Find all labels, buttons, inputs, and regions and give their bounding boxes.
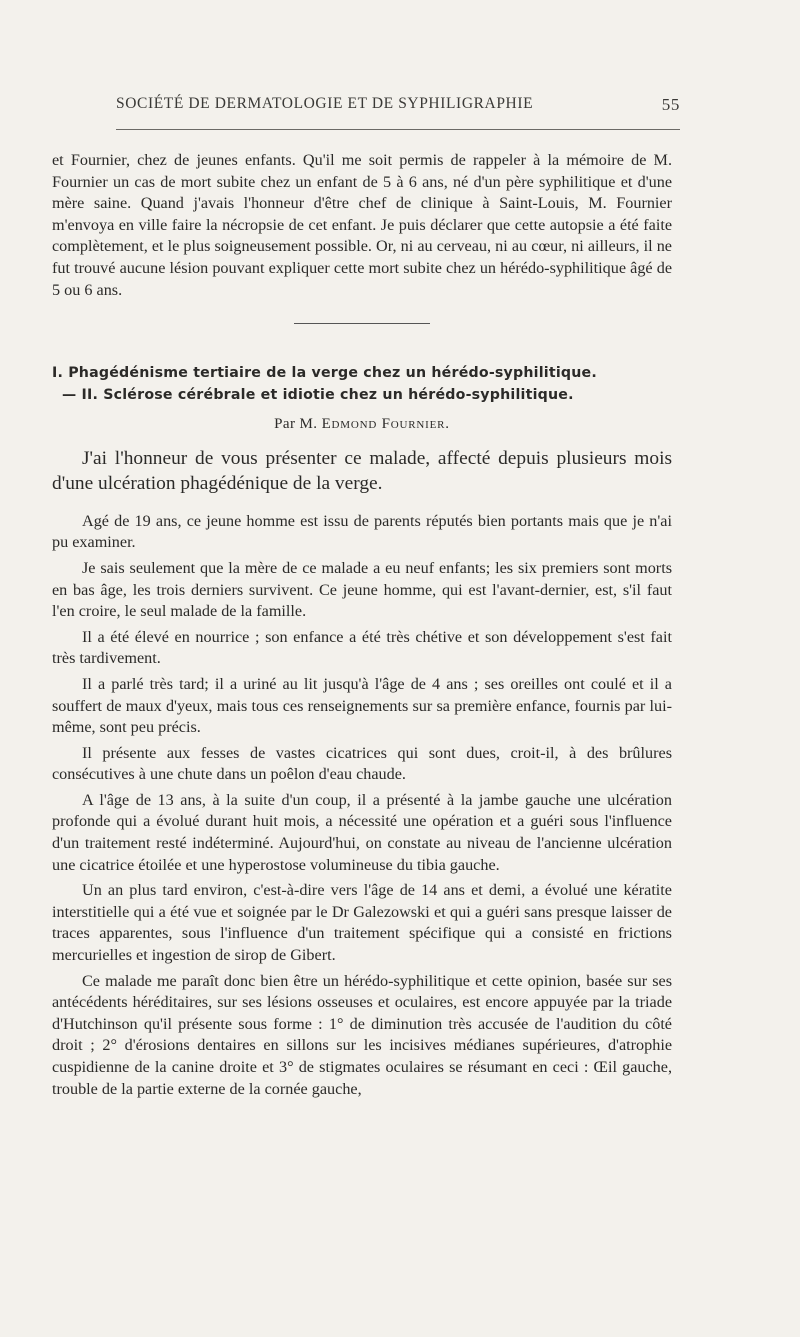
byline: [52, 414, 672, 436]
paragraph: Il présente aux fesses de vastes cicatrices qui sont dues, croit-il, à des brûlures consécutives à une chute dans un poêlon d'eau chaude.: [52, 743, 672, 784]
paragraph: Ce malade me paraît donc bien être un hérédo-syphilitique et cette opinion, basée sur ses antécédents héréditaires, sur ses lésions osseuses et oculaires, est encore appuyée par la triade d'Hutchinson qu'il présente sous forme : 1° de diminution très accusée de l'audition du côté droit ; 2° d'érosions dentaires en sillons sur les incisives médianes supérieures, d'atrophie cuspidienne de la canine droite et 3° de stigmates oculaires se résumant en ceci : Œil gauche, trouble de la partie externe de la cornée gauche,: [52, 971, 672, 1098]
paragraph: Un an plus tard environ, c'est-à-dire vers l'âge de 14 ans et demi, a évolué une kératite interstitielle qui a été vue et soignée par le Dr Galezowski et qui a guéri sans presque laisser de traces apparentes, sous l'influence d'un traitement spécifique qui a consisté en frictions mercurielles et ingestion de sirop de Gibert.: [52, 881, 672, 965]
byline-prefix: Par M.: [274, 416, 318, 433]
article-title: [52, 362, 672, 406]
paragraph: Je sais seulement que la mère de ce malade a eu neuf enfants; les six premiers sont morts en bas âge, les trois derniers survivent. Ce jeune homme, qui est l'avant-dernier, est, s'il faut l'en croire, le seul malade de la famille.: [52, 558, 672, 621]
article-section: [52, 511, 672, 1100]
header-rule: [116, 129, 680, 130]
section-separator: [294, 323, 430, 324]
page-body: [52, 150, 672, 1100]
paragraph: Agé de 19 ans, ce jeune homme est issu de parents réputés bien portants mais que je n'ai pu examiner.: [52, 511, 672, 552]
paragraph: Il a été élevé en nourrice ; son enfance a été très chétive et son développement s'est fait très tardivement.: [52, 627, 672, 668]
paragraph: Il a parlé très tard; il a uriné au lit jusqu'à l'âge de 4 ans ; ses oreilles ont coulé et il a souffert de maux d'yeux, mais tous ces renseignements sur sa première enfance, fournis par lui-même, sont peu précis.: [52, 674, 672, 737]
author-name: Edmond Fournier.: [321, 416, 450, 433]
article-title-line-1: I. Phagédénisme tertiaire de la verge chez un hérédo-syphilitique.: [52, 365, 597, 382]
intro-paragraph: et Fournier, chez de jeunes enfants. Qu'il me soit permis de rappeler à la mémoire de M. Fournier un cas de mort subite chez un enfant de 5 à 6 ans, né d'un père syphilitique et d'une mère saine. Quand j'avais l'honneur d'être chef de clinique à Saint-Louis, M. Fournier m'envoya en ville faire la nécropsie de cet enfant. Je puis déclarer que cette autopsie a été faite complètement, et le plus soigneusement possible. Or, ni au cerveau, ni au cœur, ni ailleurs, il ne fut trouvé aucune lésion pouvant expliquer cette mort subite chez un hérédo-syphilitique âgé de 5 ou 6 ans.: [52, 151, 672, 299]
article-title-line-2: — II. Sclérose cérébrale et idiotie chez un hérédo-syphilitique.: [62, 387, 574, 404]
lead-paragraph: J'ai l'honneur de vous présenter ce malade, affecté depuis plusieurs mois d'une ulcération phagédénique de la verge.: [52, 447, 672, 495]
paragraph: A l'âge de 13 ans, à la suite d'un coup, il a présenté à la jambe gauche une ulcération profonde qui a évolué durant huit mois, a nécessité une opération et a guéri sous l'influence d'un traitement resté indéterminé. Aujourd'hui, on constate au niveau de l'ancienne ulcération une cicatrice étoilée et une hyperostose volumineuse du tibia gauche.: [52, 790, 672, 874]
running-title: SOCIÉTÉ DE DERMATOLOGIE ET DE SYPHILIGRAPHIE: [116, 95, 534, 112]
page-number: 55: [661, 95, 680, 114]
